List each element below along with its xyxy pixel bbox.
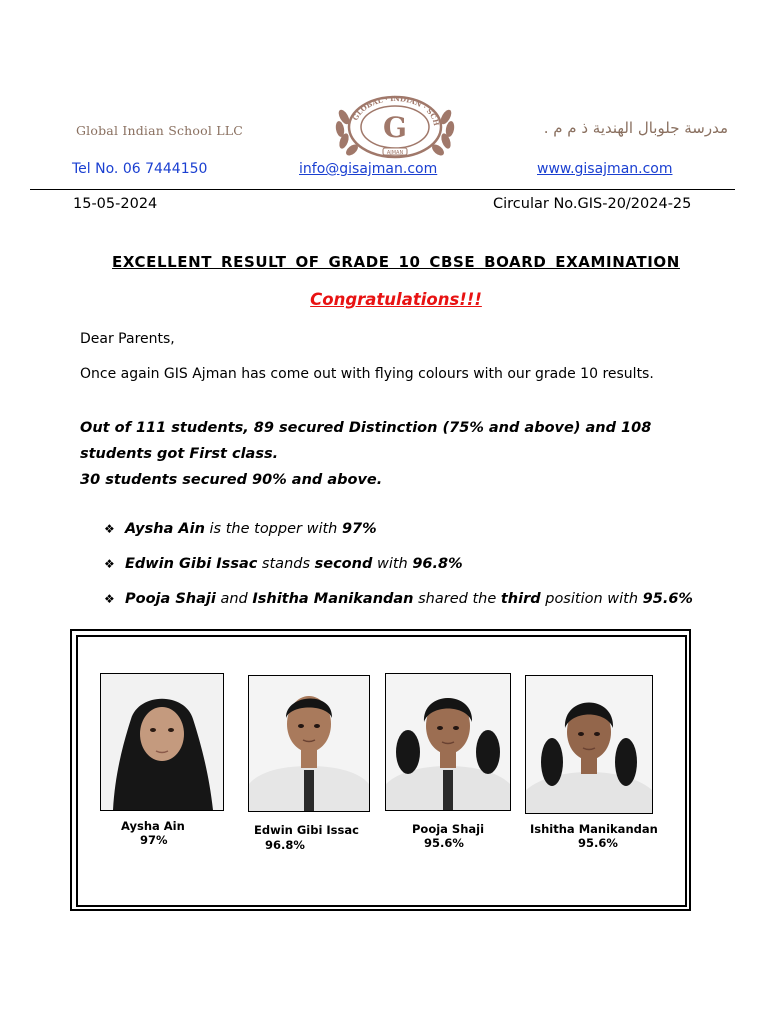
- list-item: [104, 521, 693, 556]
- photo-caption-name: Pooja Shaji: [412, 822, 485, 836]
- photo-caption-name: Edwin Gibi Issac: [254, 823, 359, 837]
- student-photo-ishitha: [525, 675, 653, 814]
- topper-name: Edwin Gibi Issac: [125, 556, 258, 572]
- results-summary: [80, 415, 720, 493]
- circular-date: 15-05-2024: [73, 196, 158, 212]
- website-link[interactable]: www.gisajman.com: [537, 161, 673, 177]
- list-item: [104, 556, 693, 591]
- list-item-text: with: [372, 556, 413, 572]
- svg-text:AJMAN: AJMAN: [386, 150, 404, 156]
- summary-distinction: Out of 111 students, 89 secured Distinction (75% and above) and 108 students got First class.: [80, 420, 652, 462]
- list-item-text: and: [215, 591, 253, 607]
- topper-score: 96.8%: [412, 556, 463, 572]
- intro-paragraph: Once again GIS Ajman has come out with flying colours with our grade 10 results.: [80, 366, 654, 382]
- diamond-bullet-icon: ❖: [104, 522, 115, 536]
- letter-title: EXCELLENT RESULT OF GRADE 10 CBSE BOARD EXAMINATION: [112, 253, 680, 271]
- student-photo-aysha: [100, 673, 224, 811]
- photo-caption-score: 95.6%: [578, 836, 618, 850]
- congratulations-heading: Congratulations!!!: [310, 290, 482, 309]
- circular-number: Circular No.GIS-20/2024-25: [493, 196, 692, 212]
- list-item-text: stands: [257, 556, 315, 572]
- svg-text:G: G: [383, 111, 407, 144]
- school-crest-icon: [330, 95, 460, 159]
- photo-caption-score: 97%: [140, 833, 168, 847]
- topper-name: Aysha Ain: [125, 521, 205, 537]
- student-photo-pooja: [385, 673, 511, 811]
- photo-caption-score: 96.8%: [265, 838, 305, 852]
- topper-score: 95.6%: [642, 591, 693, 607]
- diamond-bullet-icon: ❖: [104, 592, 115, 606]
- svg-text:GLOBAL · INDIAN · SCHOOL: GLOBAL · INDIAN · SCH: [350, 95, 442, 127]
- photo-caption-score: 95.6%: [424, 836, 464, 850]
- diamond-bullet-icon: ❖: [104, 557, 115, 571]
- photo-caption-name: Aysha Ain: [121, 819, 185, 833]
- email-link[interactable]: info@gisajman.com: [299, 161, 438, 177]
- student-photo-edwin: [248, 675, 370, 812]
- telephone-number: Tel No. 06 7444150: [72, 161, 208, 177]
- list-item-text: position with: [540, 591, 643, 607]
- list-item-text: shared the: [413, 591, 501, 607]
- header-divider: [30, 189, 735, 190]
- toppers-list: [104, 521, 693, 626]
- topper-name-2: Ishitha Manikandan: [252, 591, 414, 607]
- photo-caption-name: Ishitha Manikandan: [530, 822, 658, 836]
- topper-score: 97%: [341, 521, 377, 537]
- salutation: Dear Parents,: [80, 331, 175, 347]
- school-name: Global Indian School LLC: [76, 123, 244, 138]
- summary-90-percent: 30 students secured 90% and above.: [80, 472, 383, 488]
- rank-label: second: [314, 556, 373, 572]
- rank-label: third: [500, 591, 541, 607]
- list-item: [104, 591, 693, 626]
- topper-name: Pooja Shaji: [125, 591, 216, 607]
- school-name-arabic: مدرسة جلوبال الهندية ذ م م .: [543, 119, 728, 137]
- list-item-text: is the topper with: [204, 521, 342, 537]
